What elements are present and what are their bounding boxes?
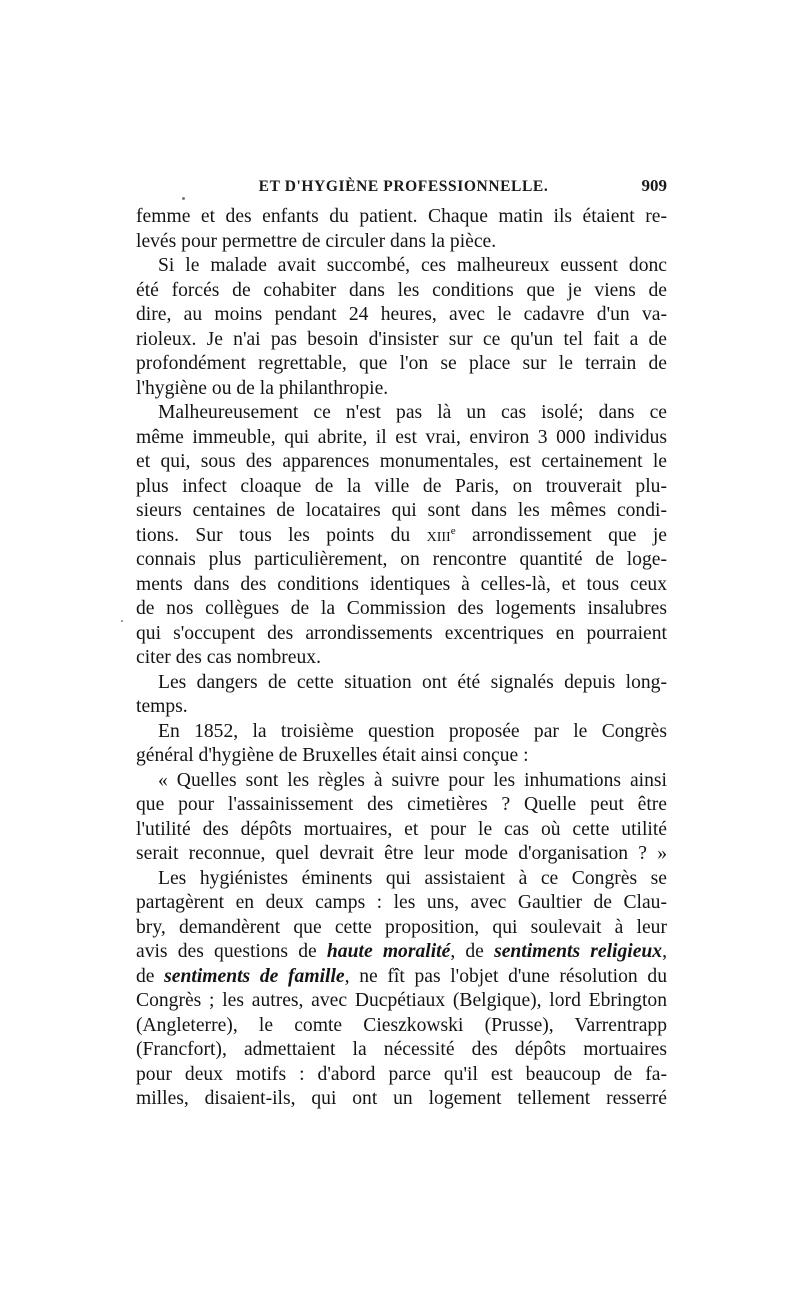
text-line: que pour l'assainissement des cimetières ? Quelle peut être bbox=[136, 794, 667, 815]
text-line: même immeuble, qui abrite, il est vrai, environ 3 000 individus bbox=[136, 426, 667, 448]
text-line: sieurs centaines de locataires qui sont dans les mêmes condi- bbox=[136, 500, 667, 521]
text-line: levés pour permettre de circuler dans la pièce. bbox=[136, 230, 497, 252]
text-line: femme et des enfants du patient. Chaque matin ils étaient re- bbox=[136, 206, 667, 227]
text-line: profondément regrettable, que l'on se place sur le terrain de bbox=[136, 353, 667, 374]
text-line: et qui, sous des apparences monumentales, est certainement le bbox=[136, 451, 667, 472]
text-line: Congrès ; les autres, avec Ducpétiaux (Belgique), lord Ebrington bbox=[136, 990, 667, 1011]
body-text bbox=[136, 205, 667, 1112]
text-line: plus infect cloaque de la ville de Paris, on trouverait plu- bbox=[136, 475, 667, 497]
text-line: citer des cas nombreux. bbox=[136, 647, 321, 668]
text-line bbox=[136, 524, 667, 549]
text-line: temps. bbox=[136, 696, 188, 717]
line-segment: , ne fît pas l'objet d'une résolution du bbox=[344, 965, 667, 987]
text-line: Les hygiénistes éminents qui assistaient à ce Congrès se bbox=[158, 867, 667, 889]
text-line bbox=[136, 940, 667, 965]
text-line: Les dangers de cette situation ont été signalés depuis long- bbox=[158, 671, 667, 693]
line-segment: avis des questions de bbox=[136, 941, 327, 962]
text-line: En 1852, la troisième question proposée par le Congrès bbox=[158, 720, 667, 742]
text-line: Malheureusement ce n'est pas là un cas isolé; dans ce bbox=[158, 402, 667, 423]
line-segment: arrondissement que je bbox=[455, 524, 667, 546]
text-line: serait reconnue, quel devrait être leur mode d'organisation ? » bbox=[136, 843, 667, 864]
running-title: ET D'HYGIÈNE PROFESSIONNELLE. bbox=[258, 178, 549, 195]
text-line: ments dans des conditions identiques à celles-là, et tous ceux bbox=[136, 573, 667, 595]
text-line: Si le malade avait succombé, ces malheureux eussent donc bbox=[158, 255, 667, 276]
text-line: l'utilité des dépôts mortuaires, et pour le cas où cette utilité bbox=[136, 818, 667, 840]
text-line bbox=[136, 965, 667, 990]
page-header bbox=[140, 176, 667, 200]
text-line: été forcés de cohabiter dans les conditions que je viens de bbox=[136, 279, 667, 301]
text-line: bry, demandèrent que cette proposition, qui soulevait à leur bbox=[136, 916, 667, 938]
ordinal-superscript: e bbox=[450, 524, 456, 537]
text-line: rioleux. Je n'ai pas besoin d'insister sur ce qu'un tel fait a de bbox=[136, 328, 667, 350]
text-line: « Quelles sont les règles à suivre pour les inhumations ainsi bbox=[158, 769, 667, 791]
text-line: (Francfort), admettaient la nécessité des dépôts mortuaires bbox=[136, 1039, 667, 1060]
text-line: pour deux motifs : d'abord parce qu'il est beaucoup de fa- bbox=[136, 1063, 667, 1085]
text-line: de nos collègues de la Commission des logements insalubres bbox=[136, 598, 667, 619]
page-number: 909 bbox=[641, 176, 667, 195]
text-line: milles, disaient-ils, qui ont un logement tellement resserré bbox=[136, 1088, 667, 1109]
text-line: connais plus particulièrement, on rencontre quantité de loge- bbox=[136, 549, 667, 570]
italic-phrase: sentiments religieux bbox=[494, 941, 663, 962]
line-segment: , bbox=[662, 941, 667, 962]
roman-numeral: xiii bbox=[426, 524, 451, 546]
line-segment: tions. Sur tous les points du bbox=[136, 524, 427, 546]
text-line: (Angleterre), le comte Cieszkowski (Prusse), Varrentrapp bbox=[136, 1014, 667, 1036]
paper-speck bbox=[121, 620, 123, 622]
text-line: partagèrent en deux camps : les uns, avec Gaultier de Clau- bbox=[136, 892, 667, 913]
line-segment: , de bbox=[450, 941, 495, 962]
text-line: qui s'occupent des arrondissements excentriques en pourraient bbox=[136, 622, 667, 644]
text-line: dire, au moins pendant 24 heures, avec le cadavre d'un va- bbox=[136, 304, 667, 325]
text-line: l'hygiène ou de la philanthropie. bbox=[136, 377, 389, 399]
italic-phrase: sentiments de famille bbox=[164, 965, 345, 987]
italic-phrase: haute moralité bbox=[326, 941, 451, 962]
line-segment: de bbox=[136, 965, 165, 987]
text-line: général d'hygiène de Bruxelles était ainsi conçue : bbox=[136, 745, 529, 766]
